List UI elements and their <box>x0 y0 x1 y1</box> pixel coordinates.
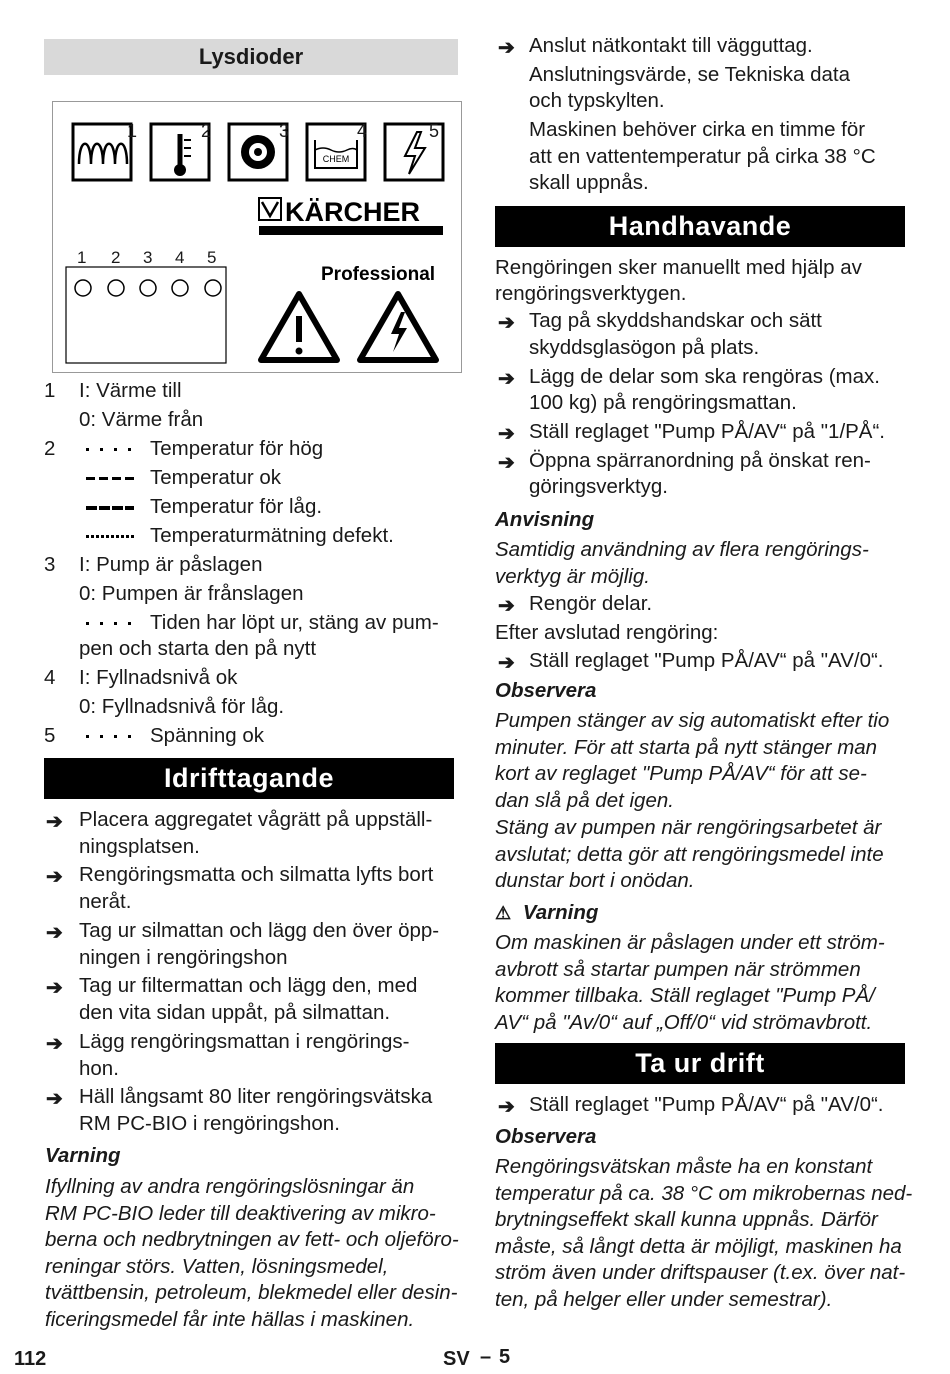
ta-ur-line: Ställ reglaget "Pump PÅ/AV“ på "AV/0“. <box>529 1093 884 1116</box>
idrift-line: Placera aggregatet vågrätt på uppställ- <box>79 808 433 831</box>
legend-text: I: Värme till <box>79 379 182 402</box>
section-title-idrifttagande: Idrifttagande <box>44 758 454 799</box>
sub-page-number: 5 <box>499 1346 511 1368</box>
legend-text: Tiden har löpt ur, stäng av pum- <box>150 611 439 634</box>
observera2-line: ström även under driftspauser (t.ex. över nat- <box>495 1261 906 1285</box>
handhavande-line: 100 kg) på rengöringsmattan. <box>529 391 797 414</box>
connection-line: Anslut nätkontakt till vägguttag. <box>529 34 813 57</box>
legend-text: 0: Fyllnadsnivå för låg. <box>79 695 285 718</box>
arrow-bullet-icon: ➔ <box>46 977 63 999</box>
led-pattern-icon <box>86 535 134 538</box>
arrow-bullet-icon: ➔ <box>498 452 515 474</box>
idrift-line: ningsplatsen. <box>79 835 200 858</box>
observera2-line: Rengöringsvätskan måste ha en konstant <box>495 1155 873 1178</box>
arrow-bullet-icon: ➔ <box>498 652 515 674</box>
led-pattern-icon <box>86 622 134 625</box>
led-pattern-icon <box>86 506 134 510</box>
varning-line: RM PC-BIO leder till deaktivering av mikro- <box>45 1201 436 1225</box>
varning-line: avbrott så startar pumpen när strömmen <box>495 957 861 981</box>
varning-line: AV“ på "Av/0“ auf „Off/0“ vid strömavbrott. <box>495 1010 873 1034</box>
arrow-bullet-icon: ➔ <box>498 312 515 334</box>
connection-line: att en vattentemperatur på cirka 38 °C <box>529 145 876 168</box>
warning-icon: ⚠ <box>495 903 512 923</box>
observera-line: kort av reglaget "Pump PÅ/AV“ för att se- <box>495 762 867 786</box>
varning-label: Varning <box>522 901 599 924</box>
handhavande-line: Öppna spärranordning på önskat ren- <box>529 449 871 472</box>
brand-karcher: KÄRCHER <box>285 197 420 227</box>
legend-text: Spänning ok <box>150 724 264 747</box>
observera-line: Pumpen stänger av sig automatiskt efter tio <box>495 709 890 732</box>
arrow-bullet-icon: ➔ <box>46 1088 63 1110</box>
observera2-line: brytningseffekt skall kunna uppnås. Därför <box>495 1208 878 1232</box>
legend-text: 0: Värme från <box>79 408 204 431</box>
icon-number: 3 <box>279 121 290 141</box>
efter-line: Efter avslutad rengöring: <box>495 621 719 644</box>
varning-line: ficeringsmedel får inte hällas i maskinen. <box>45 1307 415 1331</box>
heating-icon <box>73 124 131 180</box>
icon-number: 1 <box>127 121 138 141</box>
led-circles <box>75 280 221 296</box>
led-pattern-icon <box>86 477 134 480</box>
legend-number: 3 <box>44 553 56 576</box>
legend-text: 0: Pumpen är frånslagen <box>79 582 304 605</box>
observera2-line: ten, på helger eller under semestrar). <box>495 1288 833 1311</box>
observera-line: dunstar bort i onödan. <box>495 869 695 893</box>
control-panel-illustration <box>52 101 462 373</box>
led-pattern-icon <box>86 448 134 451</box>
connection-line: skall uppnås. <box>529 171 649 194</box>
handhavande-line: Lägg de delar som ska rengöras (max. <box>529 365 880 388</box>
idrift-line: den vita sidan uppåt, på silmattan. <box>79 1001 391 1024</box>
legend-number: 2 <box>44 437 56 460</box>
arrow-bullet-icon: ➔ <box>498 595 515 617</box>
section-title-ta-ur-drift: Ta ur drift <box>495 1043 905 1084</box>
idrift-line: ningen i rengöringshon <box>79 946 288 969</box>
observera-line: avslutat; detta gör att rengöringsmedel inte <box>495 842 884 866</box>
connection-line: Anslutningsvärde, se Tekniska data <box>529 63 850 86</box>
observera2-line: temperatur på ca. 38 °C om mikrobernas ned- <box>495 1181 913 1205</box>
observera-heading: Observera <box>495 679 597 702</box>
varning-line: tvättbensin, petroleum, blekmedel eller desin- <box>45 1281 458 1304</box>
legend-text: I: Pump är påslagen <box>79 553 263 576</box>
idrift-line: Lägg rengöringsmattan i rengörings- <box>79 1030 410 1053</box>
arrow-bullet-icon: ➔ <box>498 1096 515 1118</box>
legend-text: Temperatur för låg. <box>150 495 323 518</box>
handhavande-line: skyddsglasögon på plats. <box>529 336 760 359</box>
idrift-line: Tag ur silmattan och lägg den över öpp- <box>79 919 440 942</box>
arrow-bullet-icon: ➔ <box>46 1033 63 1055</box>
warning-triangle-icon <box>261 294 337 360</box>
led-number: 3 <box>143 248 153 267</box>
varning-line: kommer tillbaka. Ställ reglaget "Pump PÅ/ <box>495 984 875 1007</box>
legend-text: Temperaturmätning defekt. <box>150 524 394 547</box>
handhavande-line: Rengöringen sker manuellt med hjälp av <box>495 256 862 279</box>
varning-line: Om maskinen är påslagen under ett ström- <box>495 931 885 954</box>
idrift-line: Rengöringsmatta och silmatta lyfts bort <box>79 863 434 886</box>
icon-number: 5 <box>429 121 440 141</box>
legend-text: pen och starta den på nytt <box>79 637 317 660</box>
observera-line: minuter. För att starta på nytt stänger man <box>495 735 878 759</box>
idrift-line: Häll långsamt 80 liter rengöringsvätska <box>79 1085 433 1108</box>
arrow-bullet-icon: ➔ <box>498 423 515 445</box>
page-number: 112 <box>14 1348 47 1370</box>
led-number: 5 <box>207 248 217 267</box>
observera2-heading: Observera <box>495 1125 597 1148</box>
handhavande-line: rengöringsverktygen. <box>495 282 687 305</box>
arrow-bullet-icon: ➔ <box>46 922 63 944</box>
legend-text: Temperatur ok <box>150 466 282 489</box>
footer-separator: – <box>480 1346 492 1368</box>
rengor-line: Rengör delar. <box>529 592 653 615</box>
legend-text: I: Fyllnadsnivå ok <box>79 666 238 689</box>
electric-warning-triangle-icon <box>360 294 436 360</box>
varning-line: berna och nedbrytningen av fett- och oljeföro- <box>45 1228 459 1251</box>
varning-line: reningar störs. Vatten, lösningsmedel, <box>45 1254 389 1278</box>
arrow-bullet-icon: ➔ <box>498 368 515 390</box>
connection-line: Maskinen behöver cirka en timme för <box>529 118 866 141</box>
panel-svg <box>53 102 463 374</box>
anvisning-line: verktyg är möjlig. <box>495 564 650 588</box>
led-number: 2 <box>111 248 121 267</box>
led-number: 1 <box>77 248 87 267</box>
connection-line: och typskylten. <box>529 89 665 112</box>
idrift-line: hon. <box>79 1057 119 1080</box>
chem-label: CHEM <box>322 154 350 164</box>
language-code: SV <box>443 1348 470 1370</box>
brand-professional: Professional <box>321 264 436 285</box>
led-pattern-icon <box>86 735 134 738</box>
varning-heading: Varning <box>45 1144 121 1167</box>
idrift-line: Tag ur filtermattan och lägg den, med <box>79 974 418 997</box>
led-number: 4 <box>175 248 185 267</box>
section-title-handhavande: Handhavande <box>495 206 905 247</box>
icon-number: 2 <box>201 121 212 141</box>
legend-number: 1 <box>44 379 56 402</box>
observera2-line: måste, så långt detta är möjligt, maskinen ha <box>495 1234 902 1258</box>
legend-text: Temperatur för hög <box>150 437 324 460</box>
legend-number: 4 <box>44 666 56 689</box>
arrow-bullet-icon: ➔ <box>498 37 515 59</box>
handhavande-line: Ställ reglaget "Pump PÅ/AV“ på "1/PÅ“. <box>529 420 886 443</box>
anvisning-line: Samtidig användning av flera rengörings- <box>495 538 869 561</box>
idrift-line: neråt. <box>79 890 132 913</box>
varning-heading-right <box>495 900 598 927</box>
handhavande-line: göringsverktyg. <box>529 475 669 498</box>
observera-line: Stäng av pumpen när rengöringsarbetet är <box>495 815 882 839</box>
stall-av-line: Ställ reglaget "Pump PÅ/AV“ på "AV/0“. <box>529 649 884 672</box>
anvisning-heading: Anvisning <box>495 508 595 531</box>
handhavande-line: Tag på skyddshandskar och sätt <box>529 309 822 332</box>
observera-line: dan slå på det igen. <box>495 789 674 813</box>
arrow-bullet-icon: ➔ <box>46 866 63 888</box>
varning-line: Ifyllning av andra rengöringslösningar än <box>45 1175 415 1198</box>
idrift-line: RM PC-BIO i rengöringshon. <box>79 1112 340 1135</box>
led-box <box>66 267 226 363</box>
arrow-bullet-icon: ➔ <box>46 811 63 833</box>
section-title-lysdioder: Lysdioder <box>44 39 458 75</box>
icon-number: 4 <box>357 121 368 141</box>
legend-number: 5 <box>44 724 56 747</box>
